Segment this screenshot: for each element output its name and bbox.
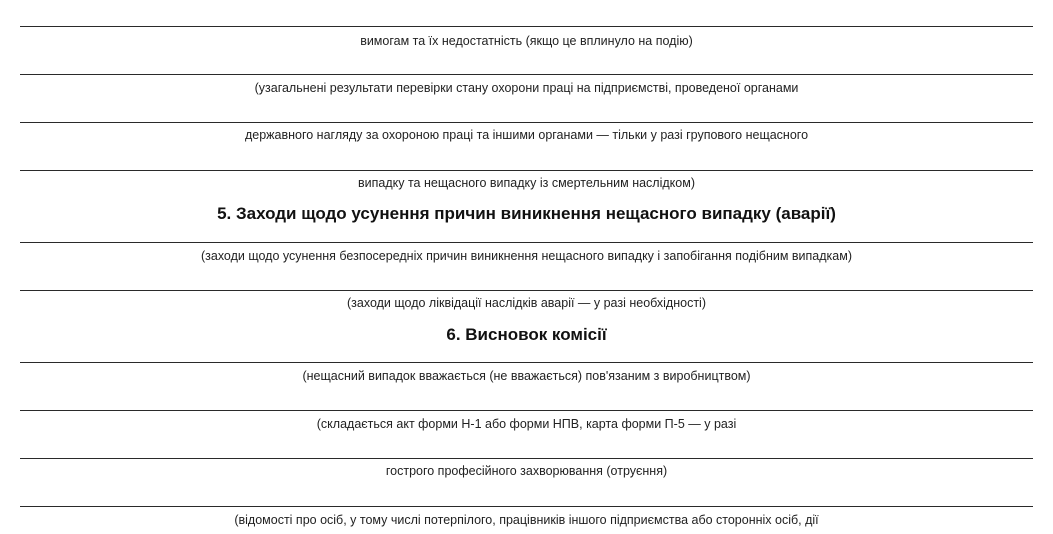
field-caption: гострого професійного захворювання (отруєння) bbox=[385, 464, 668, 478]
field-caption: (заходи щодо усунення безпосередніх причин виникнення нещасного випадку і запобігання подібним випадкам) bbox=[200, 249, 853, 263]
field-caption: (відомості про осіб, у тому числі потерпілого, працівників іншого підприємства або сторонніх осіб, дії bbox=[234, 513, 819, 527]
field-caption: вимогам та їх недостатність (якщо це вплинуло на подію) bbox=[360, 34, 693, 48]
fill-line bbox=[20, 290, 1033, 291]
fill-line bbox=[20, 122, 1033, 123]
field-caption: (складається акт форми Н-1 або форми НПВ, карта форми П-5 — у разі bbox=[316, 417, 737, 431]
fill-line bbox=[20, 506, 1033, 507]
field-caption: (нещасний випадок вважається (не вважається) пов'язаним з виробництвом) bbox=[302, 369, 751, 383]
field-caption: випадку та нещасного випадку із смертельним наслідком) bbox=[358, 176, 695, 190]
fill-line bbox=[20, 242, 1033, 243]
field-caption: державного нагляду за охороною праці та іншими органами — тільки у разі групового нещасного bbox=[244, 128, 809, 142]
fill-line bbox=[20, 26, 1033, 27]
field-caption: (заходи щодо ліквідації наслідків аварії — у разі необхідності) bbox=[347, 296, 706, 310]
field-caption: (узагальнені результати перевірки стану охорони праці на підприємстві, проведеної органами bbox=[254, 81, 799, 95]
fill-line bbox=[20, 362, 1033, 363]
fill-line bbox=[20, 170, 1033, 171]
section-6-title: 6. Висновок комісії bbox=[446, 325, 607, 344]
section-5-title: 5. Заходи щодо усунення причин виникнення нещасного випадку (аварії) bbox=[217, 204, 836, 223]
fill-line bbox=[20, 410, 1033, 411]
fill-line bbox=[20, 458, 1033, 459]
fill-line bbox=[20, 74, 1033, 75]
